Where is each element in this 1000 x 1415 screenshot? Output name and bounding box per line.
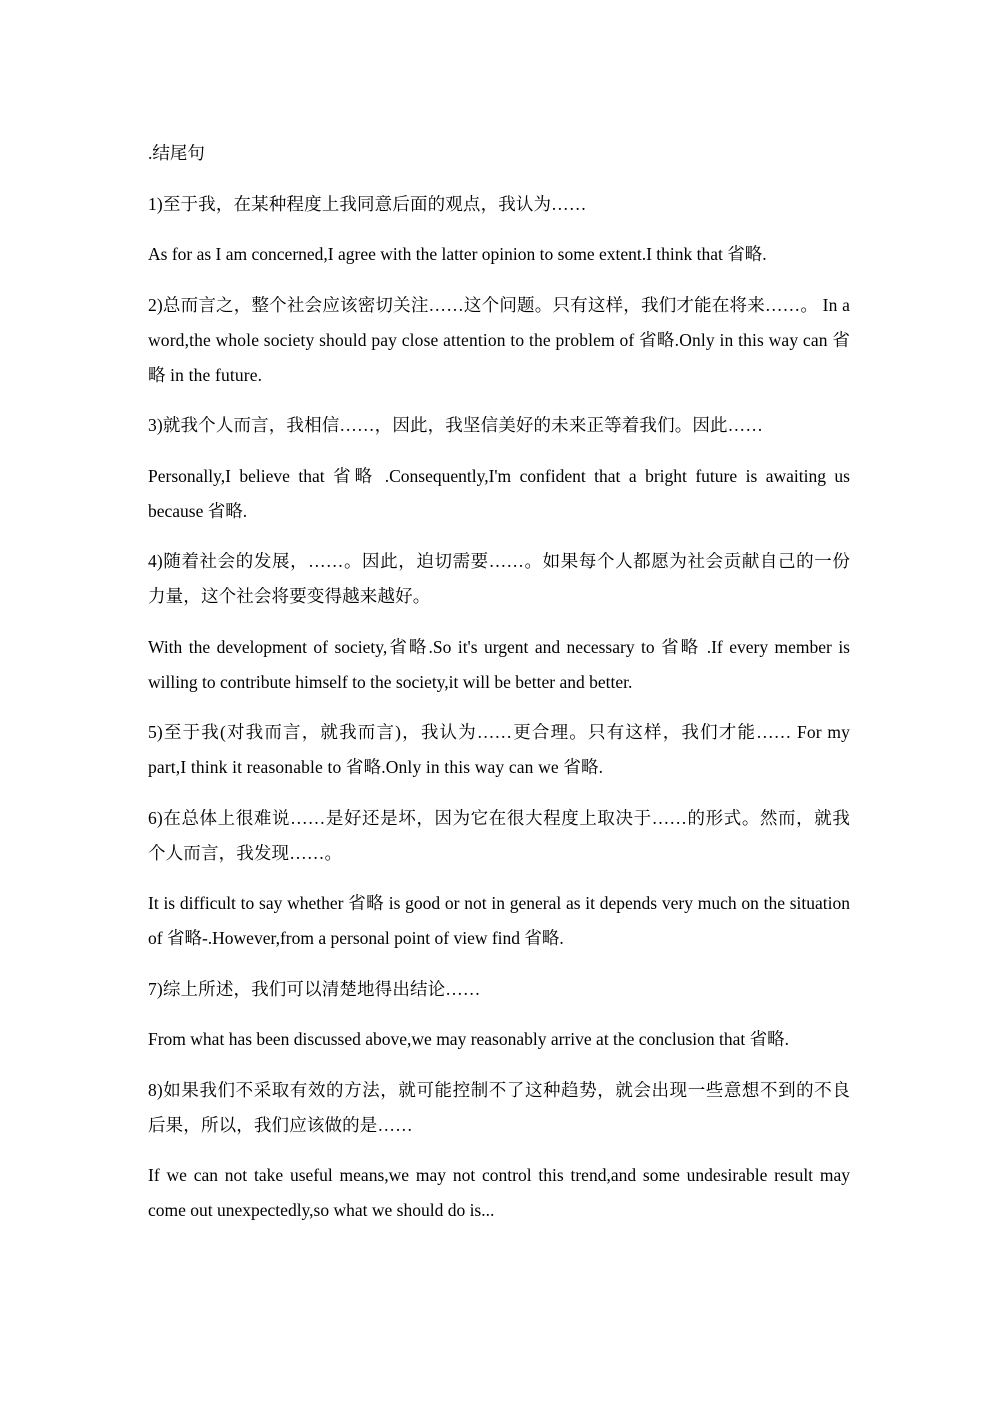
paragraph-item-4-english: With the development of society,省略.So it's urgent and necessary to 省略 .If every member is willing to contribute himself to the society,it will be better and better. [148,636,850,692]
paragraph-item-1-english: As for as I am concerned,I agree with the latter opinion to some extent.I think that 省略. [148,244,767,264]
paragraph-item-5: 5)至于我(对我而言，就我而言)，我认为……更合理。只有这样，我们才能…… For my part,I think it reasonable to 省略.Only in this way can we 省略. [148,722,850,777]
paragraph-item-6-chinese: 6)在总体上很难说……是好还是坏，因为它在很大程度上取决于……的形式。然而，就我个人而言，我发现……。 [148,807,850,863]
page-title: .结尾句 [148,143,205,163]
paragraph-item-3-english: Personally,I believe that 省略 .Consequently,I'm confident that a bright future is awaiting us because 省略. [148,465,850,521]
paragraph-item-7-english: From what has been discussed above,we may reasonably arrive at the conclusion that 省略. [148,1029,789,1049]
paragraph-item-6-english: It is difficult to say whether 省略 is good or not in general as it depends very much on the situation of 省略-.However,from a personal point of view find 省略. [148,893,850,948]
paragraph-item-8-chinese: 8)如果我们不采取有效的方法，就可能控制不了这种趋势，就会出现一些意想不到的不良后果，所以，我们应该做的是…… [148,1079,850,1135]
paragraph-item-7-chinese: 7)综上所述，我们可以清楚地得出结论…… [148,978,481,999]
paragraph-item-2: 2)总而言之，整个社会应该密切关注……这个问题。只有这样，我们才能在将来……。 In a word,the whole society should pay close attention to the problem of 省略.Only in this way can 省略 in the future. [148,294,850,385]
paragraph-item-8-english: If we can not take useful means,we may not control this trend,and some undesirable result may come out unexpectedly,so what we should do is... [148,1165,850,1220]
paragraph-item-1-chinese: 1)至于我，在某种程度上我同意后面的观点，我认为…… [148,193,587,214]
paragraph-item-3-chinese: 3)就我个人而言，我相信……，因此，我坚信美好的未来正等着我们。因此…… [148,415,763,435]
paragraph-item-4-chinese: 4)随着社会的发展，……。因此，迫切需要……。如果每个人都愿为社会贡献自己的一份力量，这个社会将要变得越来越好。 [148,551,850,606]
document-body [148,136,850,1228]
